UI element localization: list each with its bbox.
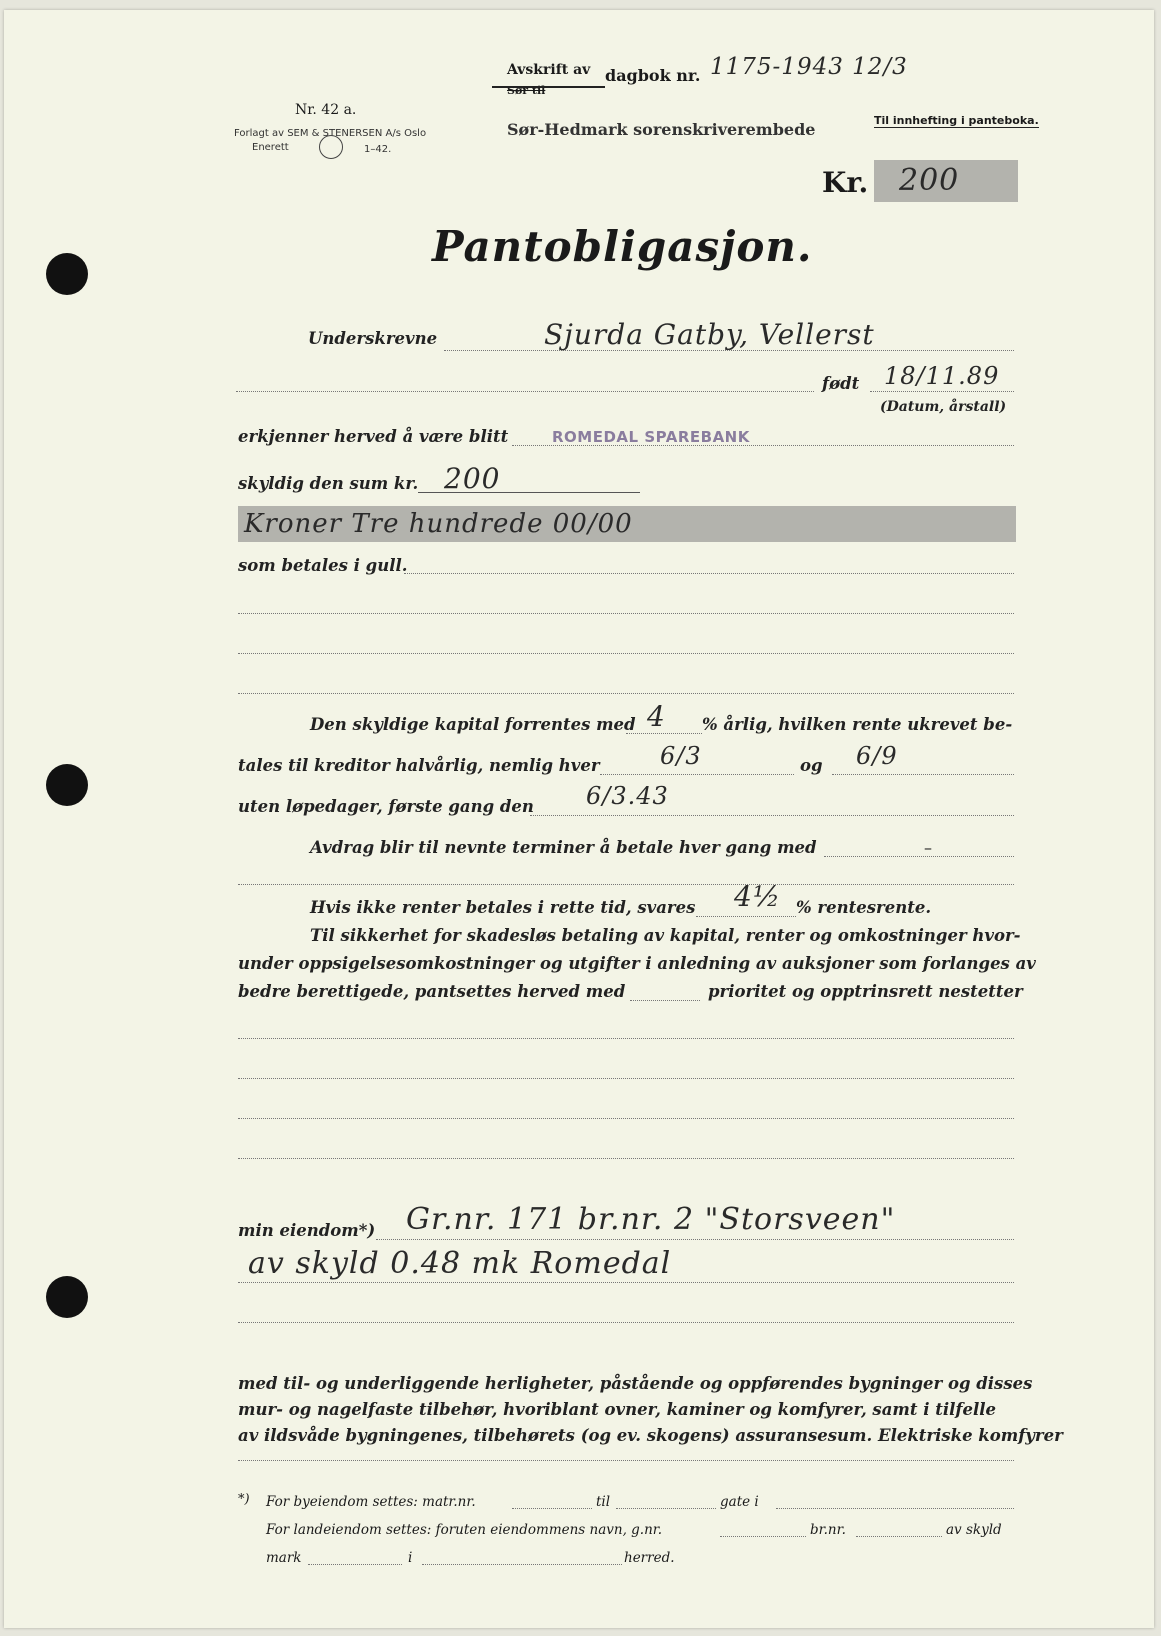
footnote-line3-c: herred. bbox=[624, 1550, 675, 1566]
binder-hole-top bbox=[46, 253, 88, 295]
footnote-line3-a: mark bbox=[266, 1550, 302, 1566]
avdrag-value: – bbox=[924, 838, 932, 857]
property-line1: Gr.nr. 171 br.nr. 2 "Storsveen" bbox=[406, 1202, 896, 1237]
rights-label: Enerett bbox=[252, 142, 289, 153]
security-line3-b: prioritet og opptrinsrett nestetter bbox=[708, 982, 1023, 1001]
kr-label: Kr. bbox=[822, 166, 869, 199]
struck-label: Sør til bbox=[507, 84, 546, 97]
footnote-line1-c: gate i bbox=[720, 1494, 759, 1510]
interest-line1-a: Den skyldige kapital forrentes med bbox=[310, 715, 636, 734]
avdrag-label: Avdrag blir til nevnte terminer å betale hver gang med bbox=[310, 838, 817, 857]
footnote-line3-b: i bbox=[408, 1550, 413, 1566]
interest-first-date: 6/3.43 bbox=[586, 782, 669, 810]
rentesrente-a: Hvis ikke renter betales i rette tid, svares bbox=[310, 898, 696, 917]
underskrevne-label: Underskrevne bbox=[308, 329, 438, 348]
document-title: Pantobligasjon. bbox=[432, 222, 813, 271]
rentesrente-rate: 4½ bbox=[734, 880, 781, 913]
security-line2: under oppsigelsesomkostninger og utgifter i anledning av auksjoner som forlanges av bbox=[238, 954, 1036, 973]
footnote-line2-c: av skyld bbox=[946, 1522, 1002, 1538]
appurtenances-line2: mur- og nagelfaste tilbehør, hvoriblant ovner, kaminer og komfyrer, samt i tilfelle bbox=[238, 1400, 997, 1419]
creditor-stamp: ROMEDAL SPAREBANK bbox=[552, 428, 750, 446]
binder-hole-middle bbox=[46, 764, 88, 806]
security-line3-a: bedre berettigede, pantsettes herved med bbox=[238, 982, 626, 1001]
interest-date2: 6/9 bbox=[856, 742, 898, 770]
interest-date1: 6/3 bbox=[660, 742, 702, 770]
fodt-label: født bbox=[822, 374, 860, 393]
erkjenner-label: erkjenner herved å være blitt bbox=[238, 427, 509, 446]
office-name: Sør-Hedmark sorenskriverembede bbox=[507, 120, 816, 139]
appurtenances-line3: av ildsvåde bygningenes, tilbehørets (og ev. skogens) assuransesum. Elektriske komfyrer bbox=[238, 1426, 1063, 1445]
footnote-line2-a: For landeiendom settes: foruten eiendommens navn, g.nr. bbox=[266, 1522, 663, 1538]
interest-line2-a: tales til kreditor halvårlig, nemlig hver bbox=[238, 756, 600, 775]
til-innhefting-label: Til innhefting i panteboka. bbox=[874, 114, 1039, 127]
dagbok-label: dagbok nr. bbox=[605, 66, 701, 85]
property-line2: av skyld 0.48 mk Romedal bbox=[248, 1246, 672, 1281]
security-line1: Til sikkerhet for skadesløs betaling av kapital, renter og omkostninger hvor- bbox=[310, 926, 1021, 945]
document-page bbox=[4, 10, 1154, 1628]
rentesrente-b: % rentesrente. bbox=[796, 898, 932, 917]
fodt-value: 18/11.89 bbox=[884, 362, 1000, 390]
skyldig-value: 200 bbox=[444, 462, 501, 495]
gull-label: som betales i gull. bbox=[238, 556, 408, 575]
property-label: min eiendom*) bbox=[238, 1221, 376, 1240]
underskrevne-value: Sjurda Gatby, Vellerst bbox=[544, 318, 875, 351]
kr-amount-value: 200 bbox=[899, 163, 960, 198]
datum-hint: (Datum, årstall) bbox=[880, 399, 1007, 415]
footnote-mark: *) bbox=[238, 1492, 250, 1507]
footnote-line1-b: til bbox=[596, 1494, 611, 1510]
footnote-line2-b: br.nr. bbox=[810, 1522, 846, 1538]
form-number: Nr. 42 a. bbox=[295, 102, 357, 118]
dagbok-value: 1175-1943 12/3 bbox=[710, 54, 908, 80]
interest-line1-b: % årlig, hvilken rente ukrevet be- bbox=[702, 715, 1013, 734]
publisher-seal-icon bbox=[319, 135, 343, 159]
copy-label: Avskrift av bbox=[507, 62, 591, 78]
interest-og: og bbox=[800, 756, 823, 775]
footnote-line1-a: For byeiendom settes: matr.nr. bbox=[266, 1494, 476, 1510]
interest-rate: 4 bbox=[647, 700, 666, 733]
skyldig-label: skyldig den sum kr. bbox=[238, 474, 419, 493]
form-date: 1–42. bbox=[364, 144, 392, 155]
binder-hole-bottom bbox=[46, 1276, 88, 1318]
publisher-line: Forlagt av SEM & STENERSEN A/s Oslo bbox=[234, 128, 427, 139]
interest-line3-a: uten løpedager, første gang den bbox=[238, 797, 534, 816]
amount-words: Kroner Tre hundrede 00/00 bbox=[244, 509, 633, 539]
appurtenances-line1: med til- og underliggende herligheter, påstående og oppførendes bygninger og disses bbox=[238, 1374, 1033, 1393]
